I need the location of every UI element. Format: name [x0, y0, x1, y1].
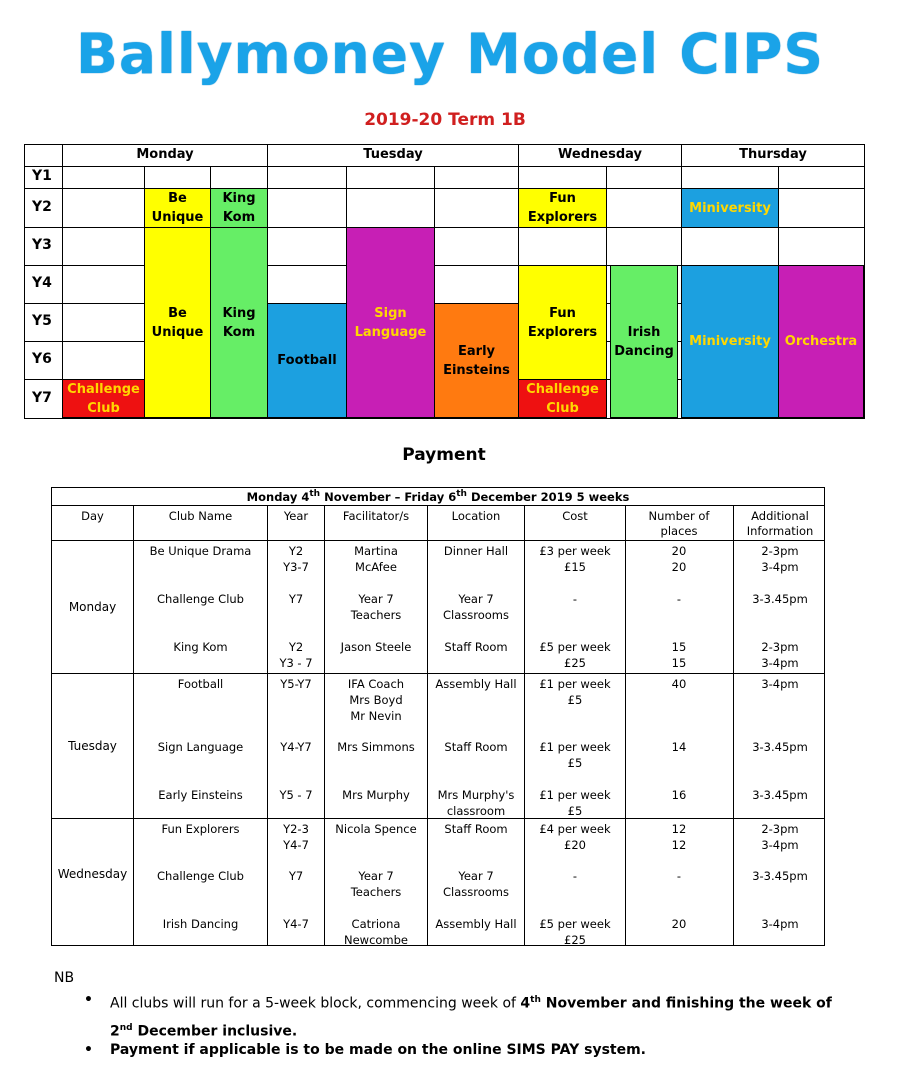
cell-year: Y2 Y3 - 7 — [279, 640, 313, 670]
year-label: Y7 — [32, 390, 52, 406]
club-block-king-kom-y3-7: King Kom — [210, 227, 268, 418]
cell-places: 20 — [671, 917, 687, 931]
club-block-miniversity-y2: Miniversity — [681, 188, 779, 228]
cell-facilitator: Martina McAfee — [354, 544, 398, 574]
cell-cost: - — [572, 592, 578, 606]
cell-year: Y4-7 — [283, 917, 309, 931]
note-block-dates: All clubs will run for a 5-week block, commencing week of 4th November and finishing the week of 2nd December inclusive. — [110, 995, 832, 1040]
cell-club: Sign Language — [157, 740, 244, 754]
cell-year: Y2 Y3-7 — [283, 544, 309, 574]
cell-location: Assembly Hall — [435, 677, 517, 691]
cell-club: King Kom — [173, 640, 228, 654]
cell-facilitator: IFA Coach Mrs Boyd Mr Nevin — [347, 677, 405, 723]
table-line — [52, 673, 824, 674]
club-block-challenge-club-wednesday: Challenge Club — [518, 379, 607, 418]
cell-location: Dinner Hall — [443, 544, 509, 558]
cell-info: 3-3.45pm — [752, 592, 808, 606]
cell-year: Y2-3 Y4-7 — [283, 822, 309, 852]
club-block-be-unique-y3-7: Be Unique — [144, 227, 211, 418]
cell-location: Year 7 Classrooms — [443, 869, 509, 899]
day-header-tuesday: Tuesday — [363, 147, 423, 162]
cell-places: 20 20 — [671, 544, 687, 574]
cell-cost: £1 per week £5 — [539, 740, 611, 770]
cell-places: 14 — [671, 740, 687, 754]
school-title: Ballymoney Model CIPS — [75, 22, 825, 86]
cell-places: - — [676, 869, 682, 883]
year-label: Y1 — [32, 168, 52, 184]
club-block-king-kom-y2: King Kom — [210, 188, 268, 228]
cell-info: 3-3.45pm — [752, 740, 808, 754]
cell-location: Staff Room — [444, 822, 508, 836]
col-header-day: Day — [81, 509, 104, 523]
club-block-football: Football — [267, 303, 347, 418]
cell-cost: £4 per week £20 — [539, 822, 611, 852]
cell-cost: - — [572, 869, 578, 883]
cell-places: 40 — [671, 677, 687, 691]
cell-location: Staff Room — [444, 740, 508, 754]
cell-places: - — [676, 592, 682, 606]
payment-heading: Payment — [402, 445, 486, 465]
cell-cost: £5 per week £25 — [539, 917, 611, 947]
club-block-orchestra: Orchestra — [778, 265, 864, 418]
cell-year: Y4-Y7 — [280, 740, 312, 754]
table-line — [625, 505, 626, 945]
bullet-glyph: • — [84, 1042, 93, 1058]
cell-location: Mrs Murphy's classroom — [437, 788, 515, 818]
day-header-thursday: Thursday — [739, 147, 807, 162]
cell-facilitator: Mrs Simmons — [337, 740, 415, 754]
cell-club: Football — [177, 677, 224, 691]
cell-info: 3-3.45pm — [752, 788, 808, 802]
table-line — [733, 505, 734, 945]
col-header-club-name: Club Name — [168, 509, 233, 523]
cell-facilitator: Jason Steele — [340, 640, 412, 654]
cell-year: Y7 — [288, 592, 304, 606]
cell-club: Challenge Club — [157, 869, 244, 883]
col-header-facilitator: Facilitator/s — [342, 509, 410, 523]
cell-year: Y5-Y7 — [280, 677, 312, 691]
payment-period: Monday 4th November – Friday 6th December 2019 5 weeks — [246, 489, 630, 504]
club-block-fun-explorers-y4-7: Fun Explorers — [518, 265, 607, 380]
cell-year: Y5 - 7 — [279, 788, 313, 802]
club-block-be-unique-y2: Be Unique — [144, 188, 211, 228]
grid-line — [25, 166, 864, 167]
cell-club: Early Einsteins — [158, 788, 243, 802]
cell-facilitator: Year 7 Teachers — [350, 869, 402, 899]
day-header-monday: Monday — [136, 147, 194, 162]
cell-club: Challenge Club — [157, 592, 244, 606]
grid-line — [62, 145, 63, 418]
cell-club: Fun Explorers — [161, 822, 240, 836]
cell-places: 16 — [671, 788, 687, 802]
cell-info: 3-3.45pm — [752, 869, 808, 883]
note-payment-text: Payment if applicable is to be made on the online SIMS PAY system. — [110, 1042, 646, 1058]
cell-year: Y7 — [288, 869, 304, 883]
cell-facilitator: Year 7 Teachers — [350, 592, 402, 622]
club-block-sign-language: Sign Language — [346, 227, 435, 418]
cell-info: 3-4pm — [761, 677, 799, 691]
day-label-wednesday: Wednesday — [57, 867, 128, 881]
club-block-early-einsteins: Early Einsteins — [434, 303, 519, 418]
col-header-location: Location — [451, 509, 501, 523]
cell-cost: £1 per week £5 — [539, 677, 611, 707]
col-header-places: Number of places — [648, 509, 710, 538]
cell-location: Assembly Hall — [435, 917, 517, 931]
cell-cost: £5 per week £25 — [539, 640, 611, 670]
club-block-irish-dancing: Irish Dancing — [610, 265, 678, 418]
club-block-miniversity-y4-7: Miniversity — [681, 265, 779, 418]
bullet-glyph: • — [84, 992, 93, 1008]
year-label: Y4 — [32, 275, 52, 291]
club-block-fun-explorers-y2-3: Fun Explorers — [518, 188, 607, 228]
col-header-additional-info: Additional Information — [746, 509, 814, 538]
payment-table — [51, 487, 825, 946]
cell-places: 15 15 — [671, 640, 687, 670]
col-header-year: Year — [283, 509, 309, 523]
club-block-challenge-club-monday: Challenge Club — [62, 379, 145, 418]
day-label-monday: Monday — [68, 600, 117, 614]
table-line — [52, 505, 824, 506]
year-label: Y6 — [32, 351, 52, 367]
term-subtitle: 2019-20 Term 1B — [364, 110, 526, 130]
day-label-tuesday: Tuesday — [68, 739, 117, 753]
club-timetable — [24, 144, 865, 419]
col-header-cost: Cost — [562, 509, 588, 523]
year-label: Y2 — [32, 199, 52, 215]
cell-facilitator: Catriona Newcombe — [343, 917, 409, 947]
cell-cost: £3 per week £15 — [539, 544, 611, 574]
cell-location: Year 7 Classrooms — [443, 592, 509, 622]
nb-label: NB — [54, 970, 75, 986]
cell-cost: £1 per week £5 — [539, 788, 611, 818]
cell-places: 12 12 — [671, 822, 687, 852]
cell-club: Be Unique Drama — [149, 544, 252, 558]
cell-facilitator: Nicola Spence — [335, 822, 417, 836]
cell-info: 2-3pm 3-4pm — [761, 640, 799, 670]
year-label: Y3 — [32, 237, 52, 253]
cell-info: 2-3pm 3-4pm — [761, 544, 799, 574]
cell-facilitator: Mrs Murphy — [342, 788, 410, 802]
cell-location: Staff Room — [444, 640, 508, 654]
year-label: Y5 — [32, 313, 52, 329]
table-line — [52, 540, 824, 541]
cell-club: Irish Dancing — [162, 917, 239, 931]
cell-info: 3-4pm — [761, 917, 799, 931]
cell-info: 2-3pm 3-4pm — [761, 822, 799, 852]
day-header-wednesday: Wednesday — [558, 147, 642, 162]
